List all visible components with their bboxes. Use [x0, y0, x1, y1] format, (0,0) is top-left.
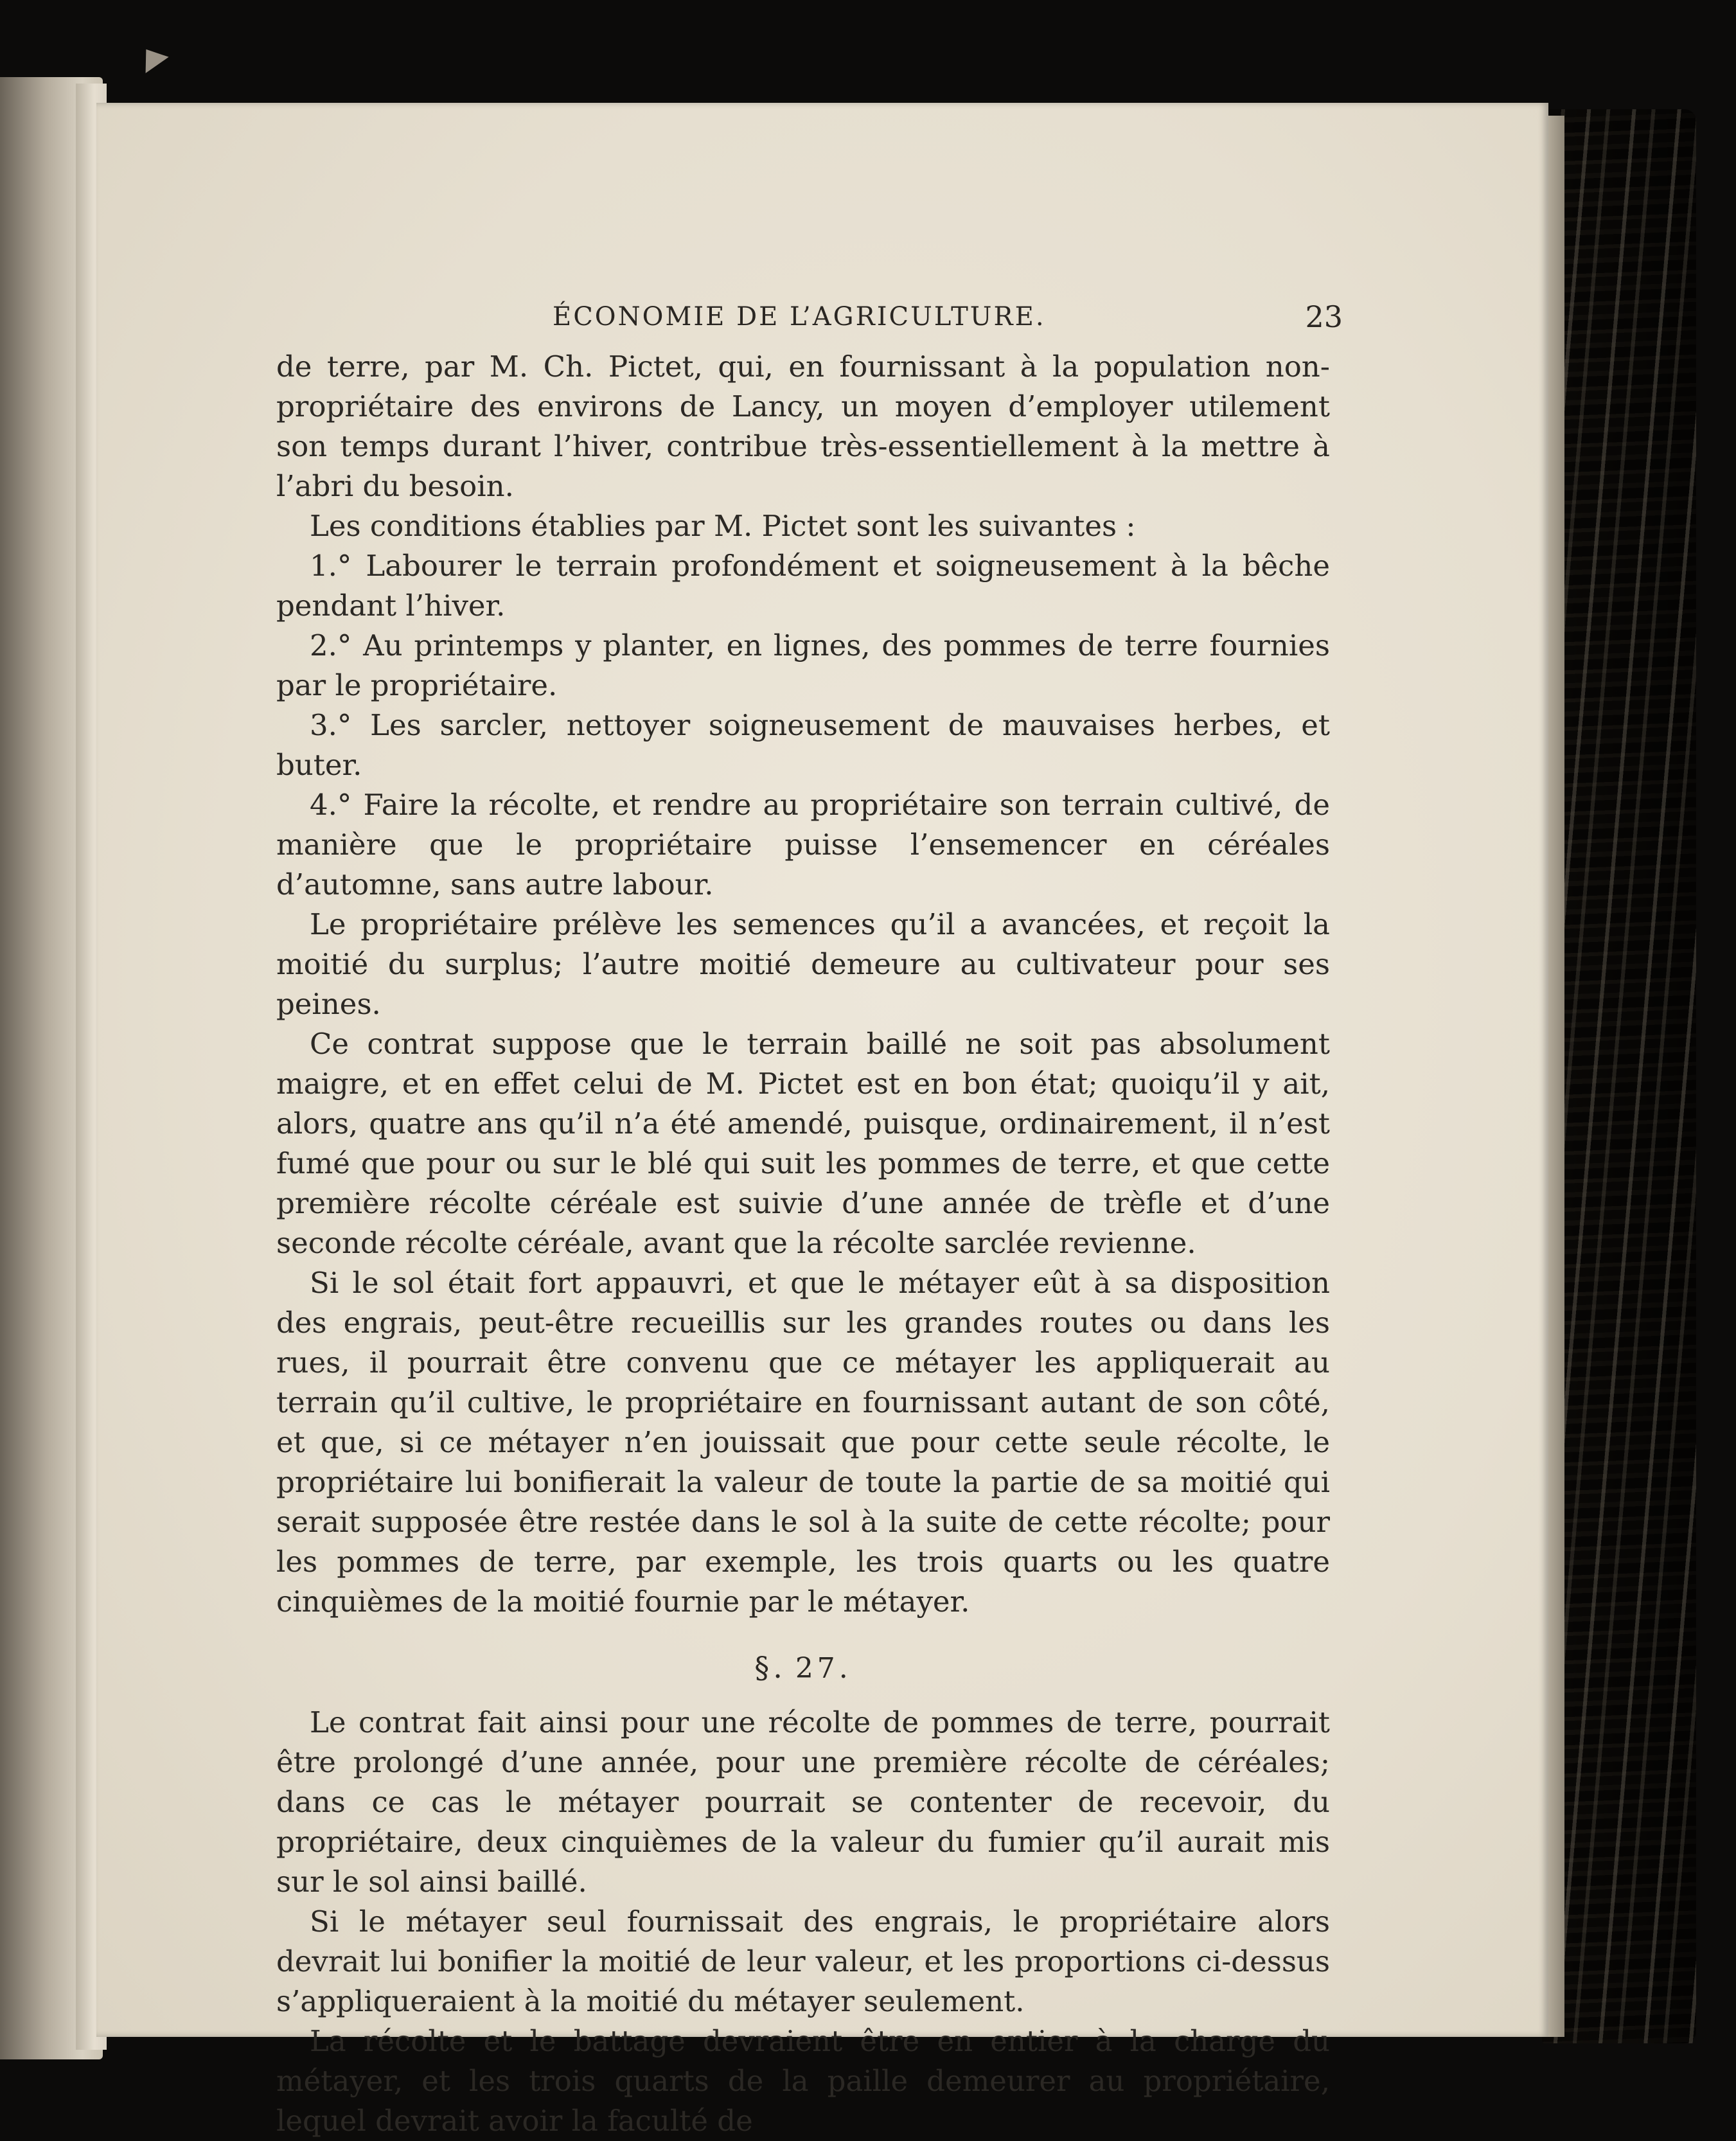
section-number: 27.	[795, 1652, 852, 1685]
paragraph: Si le sol était fort appauvri, et que le métayer eût à sa disposition des engrais, peut-être recueillis sur les grandes routes ou dans les rues, il pourrait être convenu que ce métayer les appliquerait au terrain qu’il cultive, le propriétaire en fournissant autant de son côté, et que, si ce métayer n’en jouissait que pour cette seule récolte, le propriétaire lui bonifierait la valeur de toute la partie de sa moitié qui serait supposée être restée dans le sol à la suite de cette récolte; pour les pommes de terre, par exemple, les trois quarts ou les quatre cinquièmes de la moitié fournie par le métayer.	[276, 1266, 1330, 1619]
page-header	[276, 299, 1343, 347]
list-item: 1.° Labourer le terrain profondément et soigneusement à la bêche pendant l’hiver.	[276, 549, 1330, 623]
list-item: 4.° Faire la récolte, et rendre au propriétaire son terrain cultivé, de manière que le propriétaire puisse l’ensemencer en céréales d’automne, sans autre labour.	[276, 788, 1330, 902]
page-number: 23	[1305, 299, 1343, 334]
list-item: 3.° Les sarcler, nettoyer soigneusement de mauvaises herbes, et buter.	[276, 708, 1330, 782]
paragraph: Les conditions établies par M. Pictet sont les suivantes :	[310, 509, 1136, 543]
paragraph: de terre, par M. Ch. Pictet, qui, en fournissant à la population non-propriétaire des environs de Lancy, un moyen d’employer utilement son temps durant l’hiver, contribue très-essentiellement à la mettre à l’abri du besoin.	[276, 350, 1330, 503]
body-text	[276, 347, 1330, 2141]
section-symbol: §.	[754, 1650, 786, 1685]
section-heading	[276, 1648, 1330, 1689]
book-cover-edge	[1542, 109, 1696, 2043]
paragraph: Le propriétaire prélève les semences qu’il a avancées, et reçoit la moitié du surplus; l’autre moitié demeure au cultivateur pour ses peines.	[276, 907, 1330, 1021]
running-title: ÉCONOMIE DE L’AGRICULTURE.	[553, 302, 1046, 332]
list-item: 2.° Au printemps y planter, en lignes, des pommes de terre fournies par le propriétaire.	[276, 628, 1330, 702]
paragraph: Le contrat fait ainsi pour une récolte de pommes de terre, pourrait être prolongé d’une année, pour une première récolte de céréales; dans ce cas le métayer pourrait se contenter de recevoir, du propriétaire, deux cinquièmes de la valeur du fumier qu’il aurait mis sur le sol ainsi baillé.	[276, 1705, 1330, 1899]
paragraph: Si le métayer seul fournissait des engrais, le propriétaire alors devrait lui bonifier la moitié de leur valeur, et les proportions ci-dessus s’appliqueraient à la moitié du métayer seulement.	[276, 1905, 1330, 2018]
paragraph: Ce contrat suppose que le terrain baillé ne soit pas absolument maigre, et en effet celui de M. Pictet est en bon état; quoiqu’il y ait, alors, quatre ans qu’il n’a été amendé, puisque, ordinairement, il n’est fumé que pour ou sur le blé qui suit les pommes de terre, et que cette première récolte céréale est suivie d’une année de trèfle et d’une seconde récolte céréale, avant que la récolte sarclée revienne.	[276, 1027, 1330, 1260]
corner-arrow-icon	[134, 41, 168, 73]
paragraph: La récolte et le battage devraient être en entier à la charge du métayer, et les trois quarts de la paille demeurer au propriétaire, lequel devrait avoir la faculté de	[276, 2024, 1330, 2138]
